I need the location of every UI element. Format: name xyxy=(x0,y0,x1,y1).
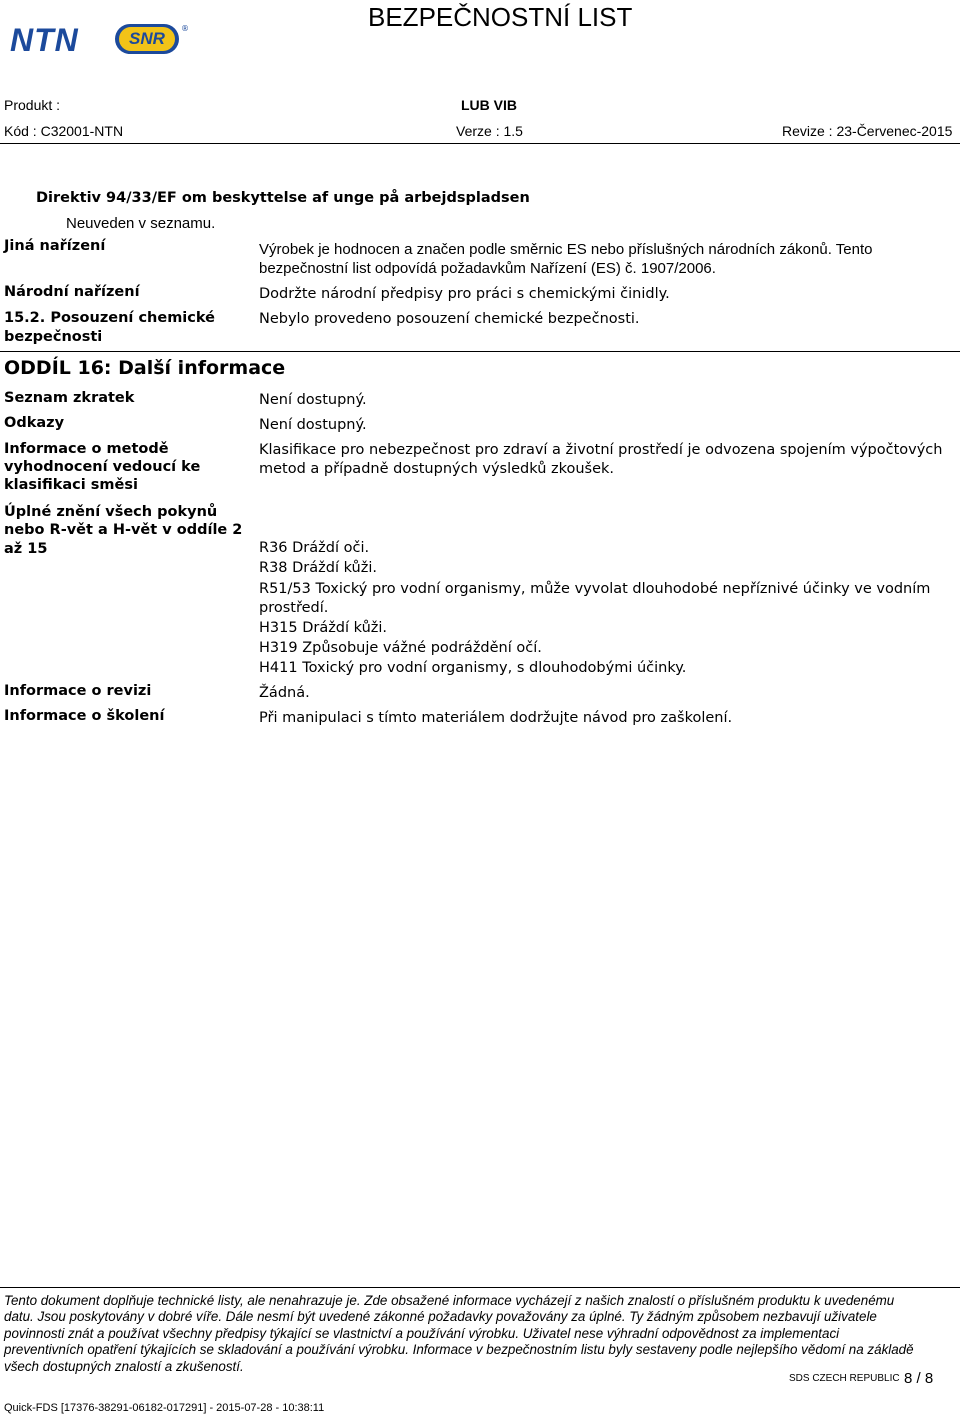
footer-disclaimer-line: všech dostupných znalostí a zkušeností. xyxy=(4,1359,244,1374)
snr-logo-text: SNR xyxy=(119,27,175,51)
abbreviations-label: Seznam zkratek xyxy=(4,390,135,406)
evaluation-method-value-line1: Klasifikace pro nebezpečnost pro zdraví a životní prostředí je odvozena spojením výpočtových xyxy=(259,442,943,458)
footer-disclaimer-line: datu. Jsou poskytovány v dobré víře. Dále nesmí být uvedené zákonné požadavky považovány za úplné. Ty žádným způsobem nezbavují uživatele xyxy=(4,1309,877,1324)
revision-info-label: Informace o revizi xyxy=(4,683,152,699)
footer-disclaimer-line: povinnosti znát a používat všechny předpisy týkající se vlastnictví a používání výrobku. Uživatel nese výhradní odpovědnost za implementaci xyxy=(4,1326,840,1341)
hazard-phrases-label-line2: nebo R-vět a H-vět v oddíle 2 xyxy=(4,522,243,538)
chemical-safety-assessment-value: Nebylo provedeno posouzení chemické bezpečnosti. xyxy=(259,311,640,327)
other-regulations-label: Jiná nařízení xyxy=(4,238,106,254)
product-code: Kód : C32001-NTN xyxy=(4,123,124,139)
evaluation-method-value-line2: metod a případně dostupných výsledků zkoušek. xyxy=(259,461,615,477)
national-regulations-value: Dodržte národní předpisy pro práci s chemickými činidly. xyxy=(259,286,670,302)
chemical-safety-assessment-label-line1: 15.2. Posouzení chemické xyxy=(4,310,215,326)
training-info-label: Informace o školení xyxy=(4,708,165,724)
other-regulations-value-line1: Výrobek je hodnocen a značen podle směrnic ES nebo příslušných národních zákonů. Tento xyxy=(259,241,873,258)
hazard-phrase: H411 Toxický pro vodní organismy, s dlouhodobými účinky. xyxy=(259,660,687,676)
other-regulations-value-line2: bezpečnostní list odpovídá požadavkům Nařízení (ES) č. 1907/2006. xyxy=(259,260,716,277)
revision-info-value: Žádná. xyxy=(259,685,310,701)
revision-date: Revize : 23-Červenec-2015 xyxy=(782,123,953,139)
directive-title: Direktiv 94/33/EF om beskyttelse af unge på arbejdspladsen xyxy=(36,190,530,206)
page-number: 8 / 8 xyxy=(904,1370,934,1387)
abbreviations-value: Není dostupný. xyxy=(259,392,367,408)
hazard-phrase: prostředí. xyxy=(259,600,329,616)
section16-heading: ODDÍL 16: Další informace xyxy=(4,357,286,379)
snr-logo xyxy=(115,24,179,54)
sds-region: SDS CZECH REPUBLIC xyxy=(789,1373,900,1384)
training-info-value: Při manipulaci s tímto materiálem dodržujte návod pro zaškolení. xyxy=(259,710,733,726)
evaluation-method-label-line1: Informace o metodě xyxy=(4,441,169,457)
document-id: Quick-FDS [17376-38291-06182-017291] - 2015-07-28 - 10:38:11 xyxy=(4,1402,325,1414)
header-divider xyxy=(0,143,960,144)
hazard-phrase: H319 Způsobuje vážné podráždění očí. xyxy=(259,640,542,656)
version: Verze : 1.5 xyxy=(456,123,523,139)
registered-mark: ® xyxy=(181,24,189,33)
references-value: Není dostupný. xyxy=(259,417,367,433)
section-divider xyxy=(0,351,960,352)
chemical-safety-assessment-label-line2: bezpečnosti xyxy=(4,329,103,345)
hazard-phrases-label-line3: až 15 xyxy=(4,541,48,557)
references-label: Odkazy xyxy=(4,415,65,431)
hazard-phrase: R38 Dráždí kůži. xyxy=(259,560,377,576)
product-label: Produkt : xyxy=(4,97,61,113)
national-regulations-label: Národní nařízení xyxy=(4,284,140,300)
document-title: BEZPEČNOSTNÍ LIST xyxy=(368,2,633,32)
footer-disclaimer-line: Tento dokument doplňuje technické listy, ale nenahrazuje je. Zde obsažené informace vycházejí z našich znalostí o příslušném produktu k uvedenému xyxy=(4,1293,895,1308)
evaluation-method-label-line3: klasifikaci směsi xyxy=(4,477,138,493)
footer-divider xyxy=(0,1287,960,1288)
product-name: LUB VIB xyxy=(461,97,517,113)
evaluation-method-label-line2: vyhodnocení vedoucí ke xyxy=(4,459,201,475)
hazard-phrase: H315 Dráždí kůži. xyxy=(259,620,388,636)
hazard-phrase: R51/53 Toxický pro vodní organismy, může vyvolat dlouhodobé nepříznivé účinky ve vodním xyxy=(259,581,931,597)
ntn-logo: NTN xyxy=(10,22,79,58)
footer-disclaimer-line: preventivních opatření týkajících se skladování a používání výrobku. Informace v bezpečnostním listu byly sestaveny podle nejlepšího vědomí na základě xyxy=(4,1342,914,1357)
hazard-phrases-label-line1: Úplné znění všech pokynů xyxy=(4,504,218,520)
hazard-phrase: R36 Dráždí oči. xyxy=(259,540,370,556)
directive-value: Neuveden v seznamu. xyxy=(66,215,216,232)
